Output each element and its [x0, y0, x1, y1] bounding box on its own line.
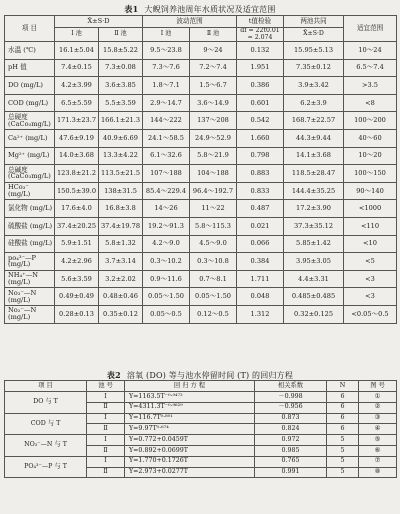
pond1-range: 0.3～10.2: [143, 253, 190, 271]
pond1-range: 85.4～229.4: [143, 182, 190, 200]
table-row: [5, 42, 397, 60]
pond2-range: 3.6～14.9: [190, 94, 237, 112]
row-name: HCo₃⁻ (mg/L): [5, 182, 55, 200]
correlation-coefficient: 0.972: [255, 435, 327, 446]
both-mean: 144.4±35.25: [284, 182, 344, 200]
pond2-mean: 40.9±6.69: [99, 129, 143, 147]
t-value: 0.798: [237, 147, 284, 165]
table-row: [5, 129, 397, 147]
group-name: COD 与 T: [5, 413, 87, 435]
regression-equation: Y=1163.5T⁻⁰·⁹⁴⁷²: [125, 392, 255, 403]
pond2-mean: 5.5±3.59: [99, 94, 143, 112]
table1-number: 表1: [124, 4, 139, 14]
header-n: N: [327, 381, 359, 392]
suitable-range: >3.5: [344, 77, 397, 95]
pond-number: Ⅱ: [87, 402, 125, 413]
table-row: [5, 288, 397, 306]
suitable-range: 10～24: [344, 42, 397, 60]
pond1-mean: 5.9±1.51: [55, 235, 99, 253]
pond2-mean: 166.1±21.3: [99, 112, 143, 130]
sample-count: 6: [327, 392, 359, 403]
pond-number: Ⅱ: [87, 445, 125, 456]
correlation-coefficient: 0.873: [255, 413, 327, 424]
both-mean: 15.95±5.13: [284, 42, 344, 60]
pond1-mean: 17.6±4.0: [55, 200, 99, 218]
row-name: 总碱度 (CaCo₃mg/L): [5, 165, 55, 183]
suitable-range: 100～200: [344, 112, 397, 130]
water-quality-table: [4, 15, 397, 324]
both-mean: 44.3±9.44: [284, 129, 344, 147]
regression-equation: Y=1.770+0.1726T: [125, 456, 255, 467]
header-pond2-range: Ⅱ 池: [190, 28, 237, 42]
row-name: pH 值: [5, 59, 55, 77]
pond1-range: 107～188: [143, 165, 190, 183]
group-name: NO₃⁻—N 与 T: [5, 435, 87, 457]
both-mean: 0.32±0.125: [284, 305, 344, 323]
header-t-test: t值检验: [237, 16, 284, 28]
row-name: 氯化物 (mg/L): [5, 200, 55, 218]
table-row: [5, 413, 397, 424]
both-mean: 37.3±35.12: [284, 217, 344, 235]
both-mean: 3.95±3.05: [284, 253, 344, 271]
pond1-range: 9.5～23.8: [143, 42, 190, 60]
t-value: 1.312: [237, 305, 284, 323]
pond2-range: 0.7～8.1: [190, 270, 237, 288]
pond2-mean: 3.2±2.02: [99, 270, 143, 288]
row-name: 水温 (℃): [5, 42, 55, 60]
header-pond1-range: I 池: [143, 28, 190, 42]
t-value: 0.601: [237, 94, 284, 112]
row-name: po₄³⁻—P (mg/L): [5, 253, 55, 271]
row-name: Mg²⁺ (mg/L): [5, 147, 55, 165]
figure-number: ①: [359, 392, 397, 403]
sample-count: 5: [327, 467, 359, 478]
suitable-range: 40～60: [344, 129, 397, 147]
pond1-mean: 14.0±3.68: [55, 147, 99, 165]
pond1-range: 2.9～14.7: [143, 94, 190, 112]
pond2-mean: 5.8±1.32: [99, 235, 143, 253]
suitable-range: <110: [344, 217, 397, 235]
table-row: [5, 147, 397, 165]
pond1-mean: 37.4±20.25: [55, 217, 99, 235]
t-value: 0.487: [237, 200, 284, 218]
pond-number: Ⅰ: [87, 435, 125, 446]
row-name: No₃⁻—N (mg/L): [5, 288, 55, 306]
pond1-mean: 5.6±3.59: [55, 270, 99, 288]
pond1-range: 144～222: [143, 112, 190, 130]
both-mean: 168.7±22.57: [284, 112, 344, 130]
sample-count: 5: [327, 445, 359, 456]
pond1-range: 0.05～1.50: [143, 288, 190, 306]
sample-count: 6: [327, 424, 359, 435]
correlation-coefficient: －0.998: [255, 392, 327, 403]
pond1-mean: 0.49±0.49: [55, 288, 99, 306]
t-value: 0.883: [237, 165, 284, 183]
table-row: [5, 253, 397, 271]
correlation-coefficient: 0.985: [255, 445, 327, 456]
both-mean: 14.1±3.68: [284, 147, 344, 165]
t-value: 0.048: [237, 288, 284, 306]
table-row: [5, 435, 397, 446]
pond2-mean: 37.4±19.78: [99, 217, 143, 235]
t-value: 0.066: [237, 235, 284, 253]
suitable-range: 90～140: [344, 182, 397, 200]
pond-number: Ⅰ: [87, 413, 125, 424]
table-row: [5, 94, 397, 112]
row-name: 总硬度 (CaCo₃mg/L): [5, 112, 55, 130]
pond2-range: 9～24: [190, 42, 237, 60]
header-both: 两池共同: [284, 16, 344, 28]
pond2-mean: 113.5±21.5: [99, 165, 143, 183]
sample-count: 6: [327, 402, 359, 413]
header-item: 项 目: [5, 16, 55, 42]
header-pond1-mean: I 池: [55, 28, 99, 42]
t-value: 0.833: [237, 182, 284, 200]
table-row: [5, 200, 397, 218]
t-value: 1.660: [237, 129, 284, 147]
pond2-range: 5.8～115.3: [190, 217, 237, 235]
t-value: 0.132: [237, 42, 284, 60]
correlation-coefficient: 0.824: [255, 424, 327, 435]
table-row: [5, 235, 397, 253]
pond1-mean: 7.4±0.15: [55, 59, 99, 77]
header-correlation: 相关系数: [255, 381, 327, 392]
t-value: 1.711: [237, 270, 284, 288]
pond2-range: 4.5～9.0: [190, 235, 237, 253]
row-name: COD (mg/L): [5, 94, 55, 112]
table-row: [5, 305, 397, 323]
pond2-mean: 138±31.5: [99, 182, 143, 200]
pond2-range: 104～188: [190, 165, 237, 183]
row-name: 硫酸盐 (mg/L): [5, 217, 55, 235]
regression-equation: Y=116.7T⁰·⁸⁰¹: [125, 413, 255, 424]
header-mean: X̄±S·D: [55, 16, 143, 28]
pond2-range: 24.9～52.9: [190, 129, 237, 147]
pond1-range: 0.05～0.5: [143, 305, 190, 323]
pond-number: Ⅱ: [87, 424, 125, 435]
pond2-range: 0.05～1.50: [190, 288, 237, 306]
table-row: [5, 59, 397, 77]
pond1-range: 1.8～7.1: [143, 77, 190, 95]
row-name: Ca²⁺ (mg/L): [5, 129, 55, 147]
both-mean: 3.9±3.42: [284, 77, 344, 95]
both-mean: 5.85±1.42: [284, 235, 344, 253]
suitable-range: 6.5～7.4: [344, 59, 397, 77]
suitable-range: <5: [344, 253, 397, 271]
t-value: 0.021: [237, 217, 284, 235]
regression-equation: Y=2.973+0.0277T: [125, 467, 255, 478]
suitable-range: <1000: [344, 200, 397, 218]
regression-equation: Y=9.97T⁰·⁶⁷⁴: [125, 424, 255, 435]
suitable-range: <8: [344, 94, 397, 112]
regression-table: [4, 380, 397, 478]
table1-caption: [0, 4, 400, 15]
correlation-coefficient: 0.991: [255, 467, 327, 478]
correlation-coefficient: －0.956: [255, 402, 327, 413]
pond1-range: 7.3～7.6: [143, 59, 190, 77]
pond2-range: 0.12～0.5: [190, 305, 237, 323]
pond1-mean: 16.1±5.04: [55, 42, 99, 60]
pond2-range: 1.5～6.7: [190, 77, 237, 95]
pond2-range: 11～22: [190, 200, 237, 218]
suitable-range: 10～20: [344, 147, 397, 165]
row-name: DO (mg/L): [5, 77, 55, 95]
figure-number: ⑥: [359, 445, 397, 456]
pond1-mean: 4.2±2.96: [55, 253, 99, 271]
pond2-mean: 16.8±3.8: [99, 200, 143, 218]
figure-number: ④: [359, 424, 397, 435]
both-mean: 118.5±28.47: [284, 165, 344, 183]
header-pond: 池 号: [87, 381, 125, 392]
pond1-range: 0.9～11.6: [143, 270, 190, 288]
suitable-range: <3: [344, 288, 397, 306]
suitable-range: <10: [344, 235, 397, 253]
row-name: No₂⁻—N (mg/L): [5, 305, 55, 323]
pond1-range: 14～26: [143, 200, 190, 218]
figure-number: ⑤: [359, 435, 397, 446]
table-row: [5, 112, 397, 130]
pond-number: Ⅱ: [87, 467, 125, 478]
header-range: 波动范围: [143, 16, 237, 28]
table-row: [5, 182, 397, 200]
table-row: [5, 392, 397, 403]
t-value: 0.384: [237, 253, 284, 271]
group-name: PO₄³⁻—P 与 T: [5, 456, 87, 478]
both-mean: 7.35±0.12: [284, 59, 344, 77]
header-equation: 回 归 方 程: [125, 381, 255, 392]
pond1-range: 24.1～58.5: [143, 129, 190, 147]
regression-equation: Y=0.772+0.0459T: [125, 435, 255, 446]
table-row: [5, 456, 397, 467]
table1-title: 大鲵饲养池周年水质状况及适宜范围: [144, 5, 276, 14]
t-value: 0.386: [237, 77, 284, 95]
pond-number: Ⅰ: [87, 392, 125, 403]
correlation-coefficient: 0.765: [255, 456, 327, 467]
header-both-sub: X̄±S·D: [284, 28, 344, 42]
figure-number: ⑦: [359, 456, 397, 467]
table2-title: 溶氧 (DO) 等与池水停留时间 (T) 的回归方程: [126, 371, 294, 380]
figure-number: ③: [359, 413, 397, 424]
both-mean: 17.2±3.90: [284, 200, 344, 218]
pond2-mean: 13.3±4.22: [99, 147, 143, 165]
pond1-range: 4.2～9.0: [143, 235, 190, 253]
pond1-mean: 171.3±23.7: [55, 112, 99, 130]
pond1-mean: 150.5±39.0: [55, 182, 99, 200]
pond-number: Ⅰ: [87, 456, 125, 467]
table-row: [5, 217, 397, 235]
table2-number: 表2: [106, 370, 121, 380]
figure-number: ②: [359, 402, 397, 413]
pond1-mean: 0.28±0.13: [55, 305, 99, 323]
table-row: [5, 77, 397, 95]
row-name: 硅酸盐 (mg/L): [5, 235, 55, 253]
pond2-range: 7.2～7.4: [190, 59, 237, 77]
pond2-range: 96.4～192.7: [190, 182, 237, 200]
pond2-range: 0.3～10.8: [190, 253, 237, 271]
pond2-mean: 3.7±3.14: [99, 253, 143, 271]
pond2-range: 5.8～21.9: [190, 147, 237, 165]
suitable-range: <3: [344, 270, 397, 288]
header-suitable: 适宜范围: [344, 16, 397, 42]
sample-count: 6: [327, 413, 359, 424]
both-mean: 4.4±3.31: [284, 270, 344, 288]
both-mean: 0.485±0.485: [284, 288, 344, 306]
regression-equation: Y=4311.3T⁻⁰·⁹⁶²⁹: [125, 402, 255, 413]
table-row: [5, 165, 397, 183]
header-df: df = 22t0.01 = 2.074: [237, 28, 284, 42]
suitable-range: <0.05～0.5: [344, 305, 397, 323]
pond2-mean: 7.3±0.08: [99, 59, 143, 77]
pond1-range: 6.1～32.6: [143, 147, 190, 165]
row-name: NH₄⁺—N (mg/L): [5, 270, 55, 288]
sample-count: 5: [327, 456, 359, 467]
header-item: 项 目: [5, 381, 87, 392]
pond2-mean: 0.35±0.12: [99, 305, 143, 323]
pond1-mean: 123.8±21.2: [55, 165, 99, 183]
pond1-mean: 47.6±9.19: [55, 129, 99, 147]
pond2-mean: 3.6±3.85: [99, 77, 143, 95]
header-figure: 图 号: [359, 381, 397, 392]
suitable-range: 100～150: [344, 165, 397, 183]
sample-count: 5: [327, 435, 359, 446]
pond1-mean: 4.2±3.99: [55, 77, 99, 95]
pond1-mean: 6.5±5.59: [55, 94, 99, 112]
header-pond2-mean: Ⅱ 池: [99, 28, 143, 42]
table-row: [5, 270, 397, 288]
pond2-range: 137～208: [190, 112, 237, 130]
group-name: DO 与 T: [5, 392, 87, 414]
pond2-mean: 0.48±0.46: [99, 288, 143, 306]
both-mean: 6.2±3.9: [284, 94, 344, 112]
figure-number: ⑧: [359, 467, 397, 478]
t-value: 1.951: [237, 59, 284, 77]
pond1-range: 19.2～91.3: [143, 217, 190, 235]
t-value: 0.542: [237, 112, 284, 130]
regression-equation: Y=0.892+0.0699T: [125, 445, 255, 456]
pond2-mean: 15.8±5.22: [99, 42, 143, 60]
